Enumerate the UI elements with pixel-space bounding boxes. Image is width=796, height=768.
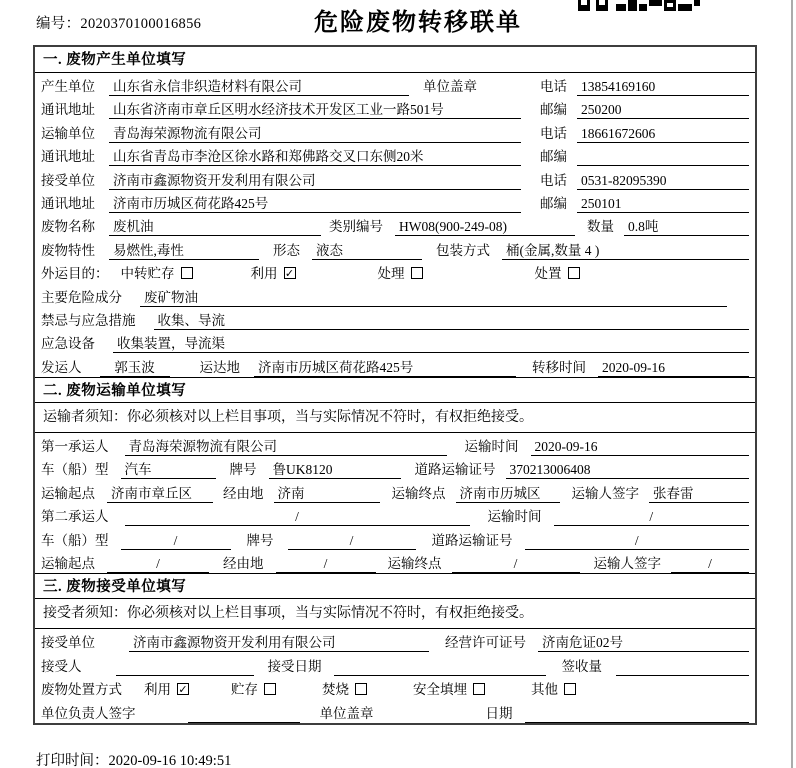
route2-origin-label: 运输起点: [41, 556, 95, 572]
route1-via-value: 济南: [274, 482, 380, 503]
waste-name-label: 废物名称: [41, 219, 95, 235]
waste-category-label: 类别编号: [329, 219, 383, 235]
transfer-time-value: 2020-09-16: [598, 360, 749, 377]
producer-phone-label: 电话: [540, 79, 567, 94]
disposal-option-landfill: [413, 678, 485, 698]
taboo-measures-label: 禁忌与应急措施: [41, 312, 136, 328]
vehicle1-plate-value: 鲁UK8120: [269, 458, 401, 479]
route1-sign-label: 运输人签字: [571, 485, 639, 501]
emergency-equipment-label: 应急设备: [41, 336, 95, 352]
print-time-label: 打印时间：: [36, 753, 109, 768]
sign-date-label: 日期: [485, 705, 513, 721]
consignor-value: 郭玉波: [100, 356, 170, 377]
receiver-phone-label: 电话: [540, 172, 567, 188]
unit-signature-row: [35, 700, 755, 723]
purpose-option-treat: [378, 262, 423, 282]
transporter-row: [35, 120, 755, 143]
emergency-equipment-row: [35, 330, 755, 353]
accept-person-value: [116, 659, 254, 676]
transporter-phone-label: 电话: [540, 125, 567, 141]
producer-address-value: 山东省济南市章丘区明水经济技术开发区工业一路501号: [109, 98, 521, 119]
disposal-option-landfill-label: 安全填埋: [413, 682, 467, 698]
purpose-treat-checkbox: [411, 267, 423, 279]
waste-character-row: [35, 237, 755, 260]
vehicle2-plate-value: /: [288, 533, 416, 550]
purpose-option-use: [251, 262, 296, 282]
transfer-time-label: 转移时间: [532, 359, 586, 375]
carrier1-label: 第一承运人: [41, 439, 109, 455]
destination-label: 运达地: [199, 359, 240, 375]
section1-title: 一. 废物产生单位填写: [35, 47, 755, 73]
receiver-value: 济南市鑫源物资开发利用有限公司: [109, 169, 521, 190]
vehicle1-plate-label: 牌号: [229, 462, 257, 478]
taboo-measures-row: [35, 307, 755, 330]
vehicle1-cert-value: 370213006408: [506, 462, 750, 479]
purpose-label: 外运目的：: [41, 266, 109, 282]
transporter-zip-value: [577, 149, 749, 166]
purpose-option-transit: [121, 262, 193, 282]
producer-value: 山东省永信非织造材料有限公司: [109, 75, 409, 96]
carrier1-time-value: 2020-09-16: [531, 439, 750, 456]
accept-date-label: 接受日期: [267, 658, 322, 674]
disposal-other-checkbox: [564, 683, 576, 695]
producer-address-row: [35, 96, 755, 119]
taboo-measures-value: 收集、导流: [154, 309, 750, 330]
transporter-address-label: 通讯地址: [41, 149, 95, 165]
route2-via-label: 经由地: [223, 556, 264, 572]
receiver-address-row: [35, 190, 755, 213]
license-value: 济南危证02号: [538, 631, 749, 652]
waste-qty-value: 0.8吨: [624, 215, 749, 236]
receiver-notice: 接受者须知：你必须核对以上栏目事项，当与实际情况不符时，有权拒绝接受。: [35, 599, 755, 629]
print-time-value: 2020-09-16 10:49:51: [108, 753, 232, 768]
serial-value: 2020370100016856: [80, 16, 202, 32]
vehicle1-type-label: 车（船）型: [41, 462, 109, 478]
vehicle2-cert-value: /: [525, 533, 750, 550]
unit-signature-value: [188, 706, 300, 723]
vehicle2-type-value: /: [121, 533, 231, 550]
emergency-equipment-value: 收集装置，导流渠: [113, 332, 749, 353]
unit-seal-label: 单位盖章: [319, 705, 374, 721]
vehicle2-cert-label: 道路运输证号: [431, 532, 513, 548]
route2-end-label: 运输终点: [387, 556, 442, 572]
vehicle1-type-value: 汽车: [121, 458, 216, 479]
manifest-form-table: [33, 45, 757, 725]
waste-character-value: 易燃性,毒性: [109, 239, 259, 260]
vehicle1-cert-label: 道路运输证号: [414, 462, 496, 478]
disposal-incinerate-checkbox: [355, 683, 367, 695]
waste-name-row: [35, 213, 755, 236]
destination-value: 济南市历城区荷花路425号: [254, 356, 516, 377]
producer-zip-value: 250200: [577, 102, 749, 119]
receiver-phone-value: 0531-82095390: [577, 173, 749, 190]
disposal-option-other-label: 其他: [531, 682, 558, 698]
qr-code-icon: [578, 0, 700, 11]
disposal-option-use: [144, 678, 189, 698]
purpose-option-transit-label: 中转贮存: [120, 266, 175, 282]
carrier2-value: /: [125, 509, 470, 526]
route1-sign-value: 张春雷: [649, 482, 749, 503]
disposal-option-incinerate: [322, 678, 367, 698]
waste-name-value: 废机油: [109, 215, 321, 236]
accept-unit-label: 接受单位: [41, 635, 95, 651]
accept-date-value: [334, 659, 546, 676]
disposal-option-use-label: 利用: [144, 682, 171, 698]
seal-label: 单位盖章: [423, 79, 477, 94]
waste-category-value: HW08(900-249-08): [395, 219, 575, 236]
waste-form-label: 形态: [273, 242, 300, 258]
producer-label: 产生单位: [41, 79, 95, 94]
purpose-option-use-label: 利用: [250, 266, 278, 282]
transporter-label: 运输单位: [41, 125, 95, 141]
sign-date-value: [525, 706, 750, 723]
vehicle2-type-label: 车（船）型: [41, 532, 109, 548]
hazard-component-label: 主要危险成分: [41, 289, 122, 305]
accept-unit-value: 济南市鑫源物资开发利用有限公司: [129, 631, 429, 652]
receiver-row: [35, 167, 755, 190]
carrier2-row: [35, 503, 755, 526]
waste-qty-label: 数量: [587, 219, 614, 235]
accept-person-row: [35, 653, 755, 676]
serial-label: 编号：: [36, 16, 81, 32]
vehicle2-plate-label: 牌号: [246, 532, 274, 548]
disposal-use-checkbox: ✓: [178, 683, 188, 697]
print-time-line: [36, 749, 231, 768]
route2-via-value: /: [276, 556, 376, 573]
disposal-method-label: 废物处置方式: [41, 682, 122, 698]
transporter-address-value: 山东省青岛市李沧区徐水路和郑佛路交叉口东侧20米: [109, 145, 521, 166]
carrier1-value: 青岛海荣源物流有限公司: [125, 435, 447, 456]
disposal-option-store: [231, 678, 276, 698]
producer-address-label: 通讯地址: [41, 102, 95, 118]
transfer-purpose-row: [35, 260, 755, 283]
page-title: 危险废物转移联单: [314, 10, 522, 36]
receiver-address-label: 通讯地址: [41, 195, 95, 211]
route2-sign-value: /: [671, 556, 749, 573]
purpose-option-dispose-label: 处置: [534, 266, 562, 282]
route2-origin-value: /: [107, 556, 209, 573]
transporter-phone-value: 18661672606: [577, 126, 749, 143]
route1-via-label: 经由地: [223, 485, 264, 501]
producer-phone-value: 13854169160: [577, 79, 749, 96]
consignor-row: [35, 354, 755, 377]
section2-title: 二. 废物运输单位填写: [35, 377, 755, 403]
carrier2-time-value: /: [554, 509, 750, 526]
carrier2-label: 第二承运人: [41, 509, 109, 525]
route2-sign-label: 运输人签字: [593, 556, 661, 572]
route2-end-value: /: [452, 556, 580, 573]
vehicle1-row: [35, 456, 755, 479]
route1-row: [35, 480, 755, 503]
carrier1-time-label: 运输时间: [464, 439, 519, 455]
packing-value: 桶(金属,数量 4 ): [502, 239, 749, 260]
route2-row: [35, 550, 755, 573]
route1-origin-label: 运输起点: [41, 485, 95, 501]
purpose-use-checkbox: ✓: [284, 267, 295, 281]
sign-amount-label: 签收量: [561, 658, 602, 674]
disposal-method-row: [35, 676, 755, 699]
disposal-option-other: [531, 678, 576, 698]
disposal-landfill-checkbox: [473, 683, 485, 695]
hazard-component-row: [35, 284, 755, 307]
waste-character-label: 废物特性: [41, 242, 95, 258]
purpose-option-dispose: [535, 262, 580, 282]
receiver-zip-label: 邮编: [540, 195, 567, 211]
transporter-notice: 运输者须知：你必须核对以上栏目事项，当与实际情况不符时，有权拒绝接受。: [35, 403, 755, 433]
accept-unit-row: [35, 629, 755, 652]
transporter-zip-label: 邮编: [540, 149, 567, 165]
receiver-address-value: 济南市历城区荷花路425号: [109, 192, 521, 213]
accept-person-label: 接受人: [41, 658, 82, 674]
purpose-option-treat-label: 处理: [377, 266, 405, 282]
disposal-option-store-label: 贮存: [231, 682, 258, 698]
section3-title: 三. 废物接受单位填写: [35, 573, 755, 599]
transporter-address-row: [35, 143, 755, 166]
producer-zip-label: 邮编: [540, 102, 567, 118]
page-edge-line: [791, 0, 793, 768]
purpose-transit-checkbox: [181, 267, 193, 279]
disposal-store-checkbox: [264, 683, 276, 695]
hazard-component-value: 废矿物油: [140, 286, 727, 307]
license-label: 经营许可证号: [445, 635, 526, 651]
unit-signature-label: 单位负责人签字: [41, 705, 136, 721]
sign-amount-value: [616, 659, 749, 676]
packing-label: 包装方式: [436, 242, 490, 258]
consignor-label: 发运人: [41, 359, 82, 375]
disposal-option-incinerate-label: 焚烧: [322, 682, 349, 698]
carrier1-row: [35, 433, 755, 456]
route1-end-value: 济南市历城区: [456, 482, 560, 503]
route1-origin-value: 济南市章丘区: [107, 482, 213, 503]
carrier2-time-label: 运输时间: [487, 509, 542, 525]
vehicle2-row: [35, 527, 755, 550]
receiver-zip-value: 250101: [577, 196, 749, 213]
producer-row: [35, 73, 755, 96]
receiver-label: 接受单位: [41, 172, 95, 188]
purpose-dispose-checkbox: [568, 267, 580, 279]
route1-end-label: 运输终点: [391, 485, 446, 501]
waste-form-value: 液态: [312, 239, 422, 260]
transporter-value: 青岛海荣源物流有限公司: [109, 122, 521, 143]
